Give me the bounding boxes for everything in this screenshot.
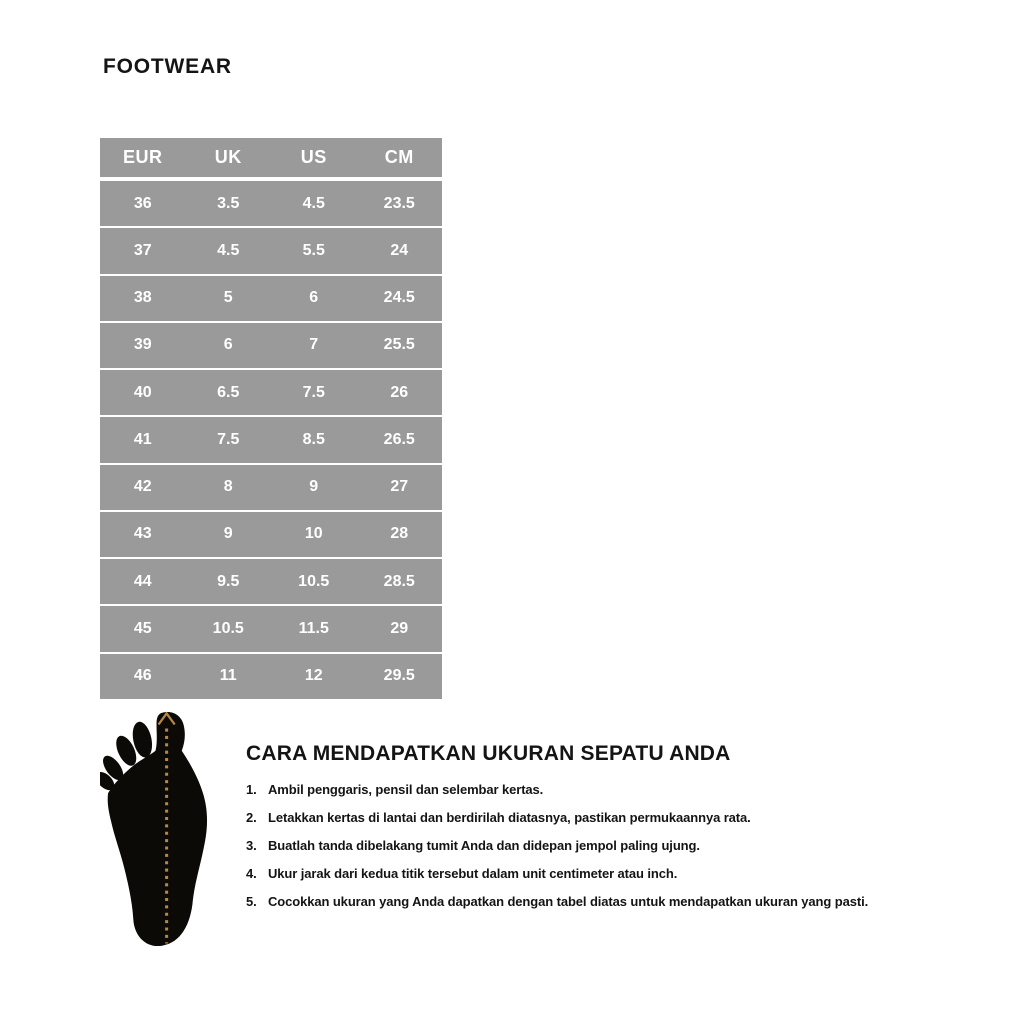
step-number: 1. — [246, 782, 257, 797]
size-cell: 8 — [223, 478, 233, 496]
size-cell: 6.5 — [217, 383, 240, 401]
size-cell: 9 — [309, 478, 319, 496]
size-cell: 28.5 — [383, 572, 415, 590]
size-cell: 7.5 — [217, 430, 240, 448]
step-text: Letakkan kertas di lantai dan berdirilah diatasnya, pastikan permukaannya rata. — [268, 810, 751, 825]
size-cell: 27 — [390, 478, 409, 496]
size-cell: 45 — [133, 620, 152, 638]
size-cell: 40 — [133, 383, 152, 401]
table-row — [100, 370, 442, 415]
size-cell: 6 — [309, 289, 319, 307]
instructions-title: CARA MENDAPATKAN UKURAN SEPATU ANDA — [246, 742, 731, 765]
instruction-step — [246, 866, 976, 881]
size-cell: 46 — [133, 667, 152, 685]
size-cell: 12 — [304, 667, 323, 685]
size-cell: 11.5 — [298, 620, 329, 638]
size-table — [100, 138, 442, 699]
size-cell: 11 — [219, 667, 237, 685]
size-cell: 8.5 — [302, 430, 325, 448]
column-header-cm: CM — [384, 147, 414, 167]
size-cell: 9.5 — [217, 572, 240, 590]
size-cell: 7.5 — [302, 383, 325, 401]
step-text: Buatlah tanda dibelakang tumit Anda dan didepan jempol paling ujung. — [268, 838, 700, 853]
size-cell: 3.5 — [217, 194, 240, 212]
size-cell: 7 — [309, 336, 319, 354]
size-cell: 5 — [223, 289, 233, 307]
step-number: 3. — [246, 838, 257, 853]
size-cell: 42 — [133, 478, 152, 496]
size-cell: 37 — [133, 241, 152, 259]
column-header-uk: UK — [214, 147, 242, 167]
step-text: Ukur jarak dari kedua titik tersebut dalam unit centimeter atau inch. — [268, 866, 678, 881]
table-row — [100, 606, 442, 651]
size-cell: 10.5 — [298, 572, 330, 590]
table-row — [100, 276, 442, 321]
size-cell: 5.5 — [302, 241, 325, 259]
instruction-steps — [246, 782, 976, 909]
size-cell: 4.5 — [302, 194, 325, 212]
page-title: FOOTWEAR — [103, 55, 232, 78]
size-cell: 44 — [133, 572, 152, 590]
step-number: 5. — [246, 894, 257, 909]
size-cell: 6 — [223, 336, 233, 354]
size-cell: 38 — [133, 289, 152, 307]
size-cell: 9 — [223, 525, 233, 543]
size-cell: 26.5 — [383, 430, 415, 448]
size-cell: 28 — [390, 525, 409, 543]
table-row — [100, 654, 442, 699]
size-cell: 29.5 — [383, 667, 415, 685]
step-text: Cocokkan ukuran yang Anda dapatkan dengan tabel diatas untuk mendapatkan ukuran yang pasti. — [268, 894, 869, 909]
table-row — [100, 323, 442, 368]
size-cell: 10.5 — [212, 620, 244, 638]
size-cell: 24.5 — [383, 289, 415, 307]
instruction-step — [246, 810, 976, 825]
step-text: Ambil penggaris, pensil dan selembar kertas. — [268, 782, 544, 797]
column-header-eur: EUR — [122, 147, 163, 167]
step-number: 2. — [246, 810, 257, 825]
table-row — [100, 181, 442, 226]
instruction-step — [246, 894, 976, 909]
step-number: 4. — [246, 866, 257, 881]
instruction-step — [246, 838, 976, 853]
table-row — [100, 228, 442, 273]
size-table-header-row — [100, 138, 442, 177]
size-cell: 41 — [133, 430, 152, 448]
table-row — [100, 512, 442, 557]
size-table-body — [100, 181, 442, 699]
instruction-step — [246, 782, 976, 797]
size-cell: 26 — [390, 383, 409, 401]
table-row — [100, 465, 442, 510]
size-cell: 36 — [133, 194, 152, 212]
size-cell: 23.5 — [383, 194, 415, 212]
table-row — [100, 559, 442, 604]
foot-measurement-diagram — [100, 710, 208, 950]
size-cell: 24 — [390, 241, 409, 259]
foot-diagram-container — [100, 710, 208, 950]
size-cell: 4.5 — [217, 241, 240, 259]
size-cell: 39 — [133, 336, 152, 354]
column-header-us: US — [300, 147, 327, 167]
size-cell: 10 — [304, 525, 323, 543]
table-row — [100, 417, 442, 462]
size-cell: 43 — [133, 525, 152, 543]
size-cell: 25.5 — [383, 336, 415, 354]
size-cell: 29 — [390, 620, 409, 638]
